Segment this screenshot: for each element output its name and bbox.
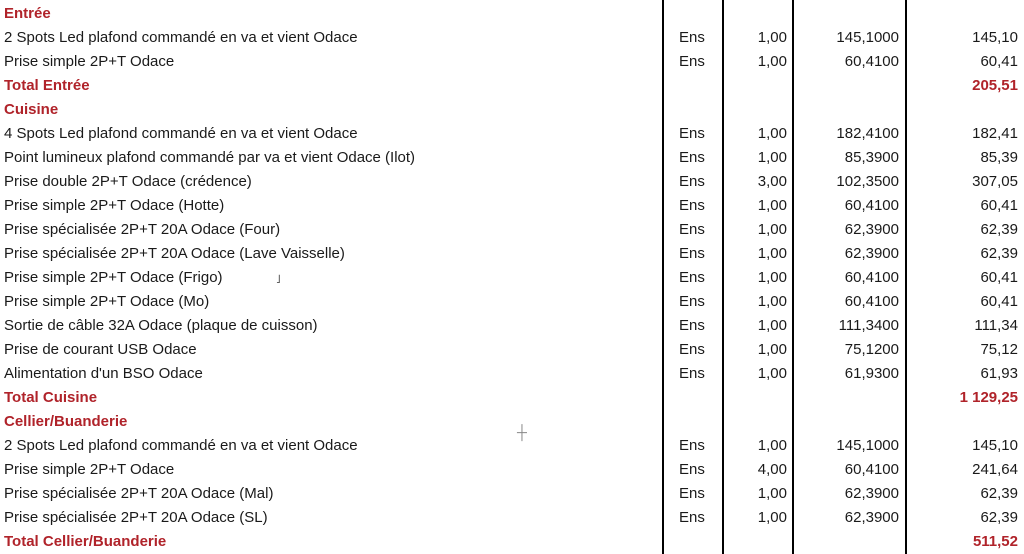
cell-desc: Prise simple 2P+T Odace (Frigo)	[4, 269, 223, 286]
table-row	[0, 338, 1024, 362]
crosshair-cursor-icon: ┼	[517, 424, 527, 440]
cell-price: 60,4100	[844, 461, 899, 478]
table-row	[0, 458, 1024, 482]
table-row	[0, 26, 1024, 50]
section-header	[0, 410, 1024, 434]
table-row	[0, 218, 1024, 242]
cell-total: 182,41	[972, 125, 1018, 142]
table-row	[0, 122, 1024, 146]
cell-price: 145,1000	[836, 437, 899, 454]
table-row	[0, 506, 1024, 530]
cell-qty: 1,00	[757, 197, 787, 214]
section-total-row	[0, 530, 1024, 554]
cell-total: 145,10	[972, 29, 1018, 46]
cell-total: 85,39	[980, 149, 1018, 166]
table-row	[0, 50, 1024, 74]
cell-desc: Point lumineux plafond commandé par va et vient Odace (Ilot)	[4, 149, 416, 166]
cell-desc: Alimentation d'un BSO Odace	[4, 365, 203, 382]
cell-unit: Ens	[679, 437, 705, 454]
cell-desc: Prise spécialisée 2P+T 20A Odace (Lave Vaisselle)	[4, 245, 345, 262]
cell-price: 60,4100	[844, 269, 899, 286]
cell-desc: Cellier/Buanderie	[4, 413, 128, 430]
cell-total: 60,41	[980, 53, 1018, 70]
cell-price: 182,4100	[836, 125, 899, 142]
cell-desc: Entrée	[4, 5, 51, 22]
cell-desc: Prise double 2P+T Odace (crédence)	[4, 173, 252, 190]
cell-price: 62,3900	[844, 485, 899, 502]
cell-unit: Ens	[679, 509, 705, 526]
cell-unit: Ens	[679, 221, 705, 238]
cell-unit: Ens	[679, 269, 705, 286]
table-row	[0, 242, 1024, 266]
cell-unit: Ens	[679, 197, 705, 214]
cell-qty: 1,00	[757, 341, 787, 358]
cell-unit: Ens	[679, 245, 705, 262]
cell-unit: Ens	[679, 461, 705, 478]
cell-total: 62,39	[980, 485, 1018, 502]
table-row	[0, 266, 1024, 290]
cell-total: 205,51	[972, 77, 1018, 94]
cell-qty: 1,00	[757, 29, 787, 46]
cell-total: 75,12	[980, 341, 1018, 358]
cell-qty: 1,00	[757, 293, 787, 310]
cell-qty: 1,00	[757, 149, 787, 166]
cell-qty: 1,00	[757, 245, 787, 262]
cell-unit: Ens	[679, 293, 705, 310]
cell-unit: Ens	[679, 149, 705, 166]
cell-unit: Ens	[679, 341, 705, 358]
section-header	[0, 2, 1024, 26]
cell-qty: 1,00	[757, 221, 787, 238]
cell-price: 62,3900	[844, 221, 899, 238]
cell-price: 111,3400	[838, 317, 899, 334]
cell-total: 60,41	[980, 197, 1018, 214]
cell-desc: Total Cuisine	[4, 389, 98, 406]
cell-desc: 2 Spots Led plafond commandé en va et vient Odace	[4, 437, 358, 454]
cell-desc: Prise spécialisée 2P+T 20A Odace (SL)	[4, 509, 268, 526]
corner-mark-icon: ˩	[276, 272, 281, 286]
cell-price: 85,3900	[844, 149, 899, 166]
cell-desc: Prise de courant USB Odace	[4, 341, 197, 358]
cell-unit: Ens	[679, 125, 705, 142]
cell-total: 111,34	[974, 317, 1018, 334]
cell-desc: Prise simple 2P+T Odace (Hotte)	[4, 197, 225, 214]
cell-total: 62,39	[980, 221, 1018, 238]
cell-unit: Ens	[679, 173, 705, 190]
cell-total: 61,93	[980, 365, 1018, 382]
table-row	[0, 362, 1024, 386]
cell-unit: Ens	[679, 29, 705, 46]
cell-unit: Ens	[679, 53, 705, 70]
section-header	[0, 98, 1024, 122]
cell-qty: 1,00	[757, 53, 787, 70]
cell-total: 60,41	[980, 293, 1018, 310]
cell-total: 62,39	[980, 509, 1018, 526]
cell-qty: 1,00	[757, 365, 787, 382]
cell-price: 75,1200	[844, 341, 899, 358]
cell-desc: Prise spécialisée 2P+T 20A Odace (Four)	[4, 221, 281, 238]
table-row	[0, 290, 1024, 314]
cell-price: 60,4100	[844, 293, 899, 310]
table-row	[0, 482, 1024, 506]
cell-desc: Prise spécialisée 2P+T 20A Odace (Mal)	[4, 485, 274, 502]
cell-qty: 3,00	[757, 173, 787, 190]
cell-price: 62,3900	[844, 245, 899, 262]
cell-desc: Prise simple 2P+T Odace	[4, 53, 175, 70]
cell-desc: 4 Spots Led plafond commandé en va et vient Odace	[4, 125, 358, 142]
table-row	[0, 434, 1024, 458]
cell-unit: Ens	[679, 485, 705, 502]
cell-qty: 1,00	[757, 437, 787, 454]
cell-total: 60,41	[980, 269, 1018, 286]
cell-total: 241,64	[972, 461, 1018, 478]
cell-unit: Ens	[679, 317, 705, 334]
cell-price: 61,9300	[844, 365, 899, 382]
cell-desc: Total Cellier/Buanderie	[4, 533, 167, 550]
cell-total: 511,52	[972, 533, 1018, 550]
cell-total: 62,39	[980, 245, 1018, 262]
table-row	[0, 314, 1024, 338]
cell-qty: 1,00	[757, 485, 787, 502]
cell-unit: Ens	[679, 365, 705, 382]
cell-desc: Sortie de câble 32A Odace (plaque de cuisson)	[4, 317, 318, 334]
cell-qty: 1,00	[757, 269, 787, 286]
cell-total: 307,05	[972, 173, 1018, 190]
cell-price: 145,1000	[836, 29, 899, 46]
cell-price: 102,3500	[836, 173, 899, 190]
table-row	[0, 194, 1024, 218]
cell-desc: Prise simple 2P+T Odace (Mo)	[4, 293, 210, 310]
section-total-row	[0, 386, 1024, 410]
cell-total: 145,10	[972, 437, 1018, 454]
table-row	[0, 146, 1024, 170]
cell-qty: 1,00	[757, 125, 787, 142]
cell-qty: 1,00	[757, 509, 787, 526]
cell-price: 62,3900	[844, 509, 899, 526]
cell-qty: 1,00	[757, 317, 787, 334]
cell-qty: 4,00	[757, 461, 787, 478]
table-row	[0, 170, 1024, 194]
cell-price: 60,4100	[844, 197, 899, 214]
cell-desc: Prise simple 2P+T Odace	[4, 461, 175, 478]
cell-total: 1 129,25	[959, 389, 1018, 406]
cell-desc: 2 Spots Led plafond commandé en va et vient Odace	[4, 29, 358, 46]
cell-desc: Cuisine	[4, 101, 59, 118]
cell-desc: Total Entrée	[4, 77, 90, 94]
section-total-row	[0, 74, 1024, 98]
cell-price: 60,4100	[844, 53, 899, 70]
